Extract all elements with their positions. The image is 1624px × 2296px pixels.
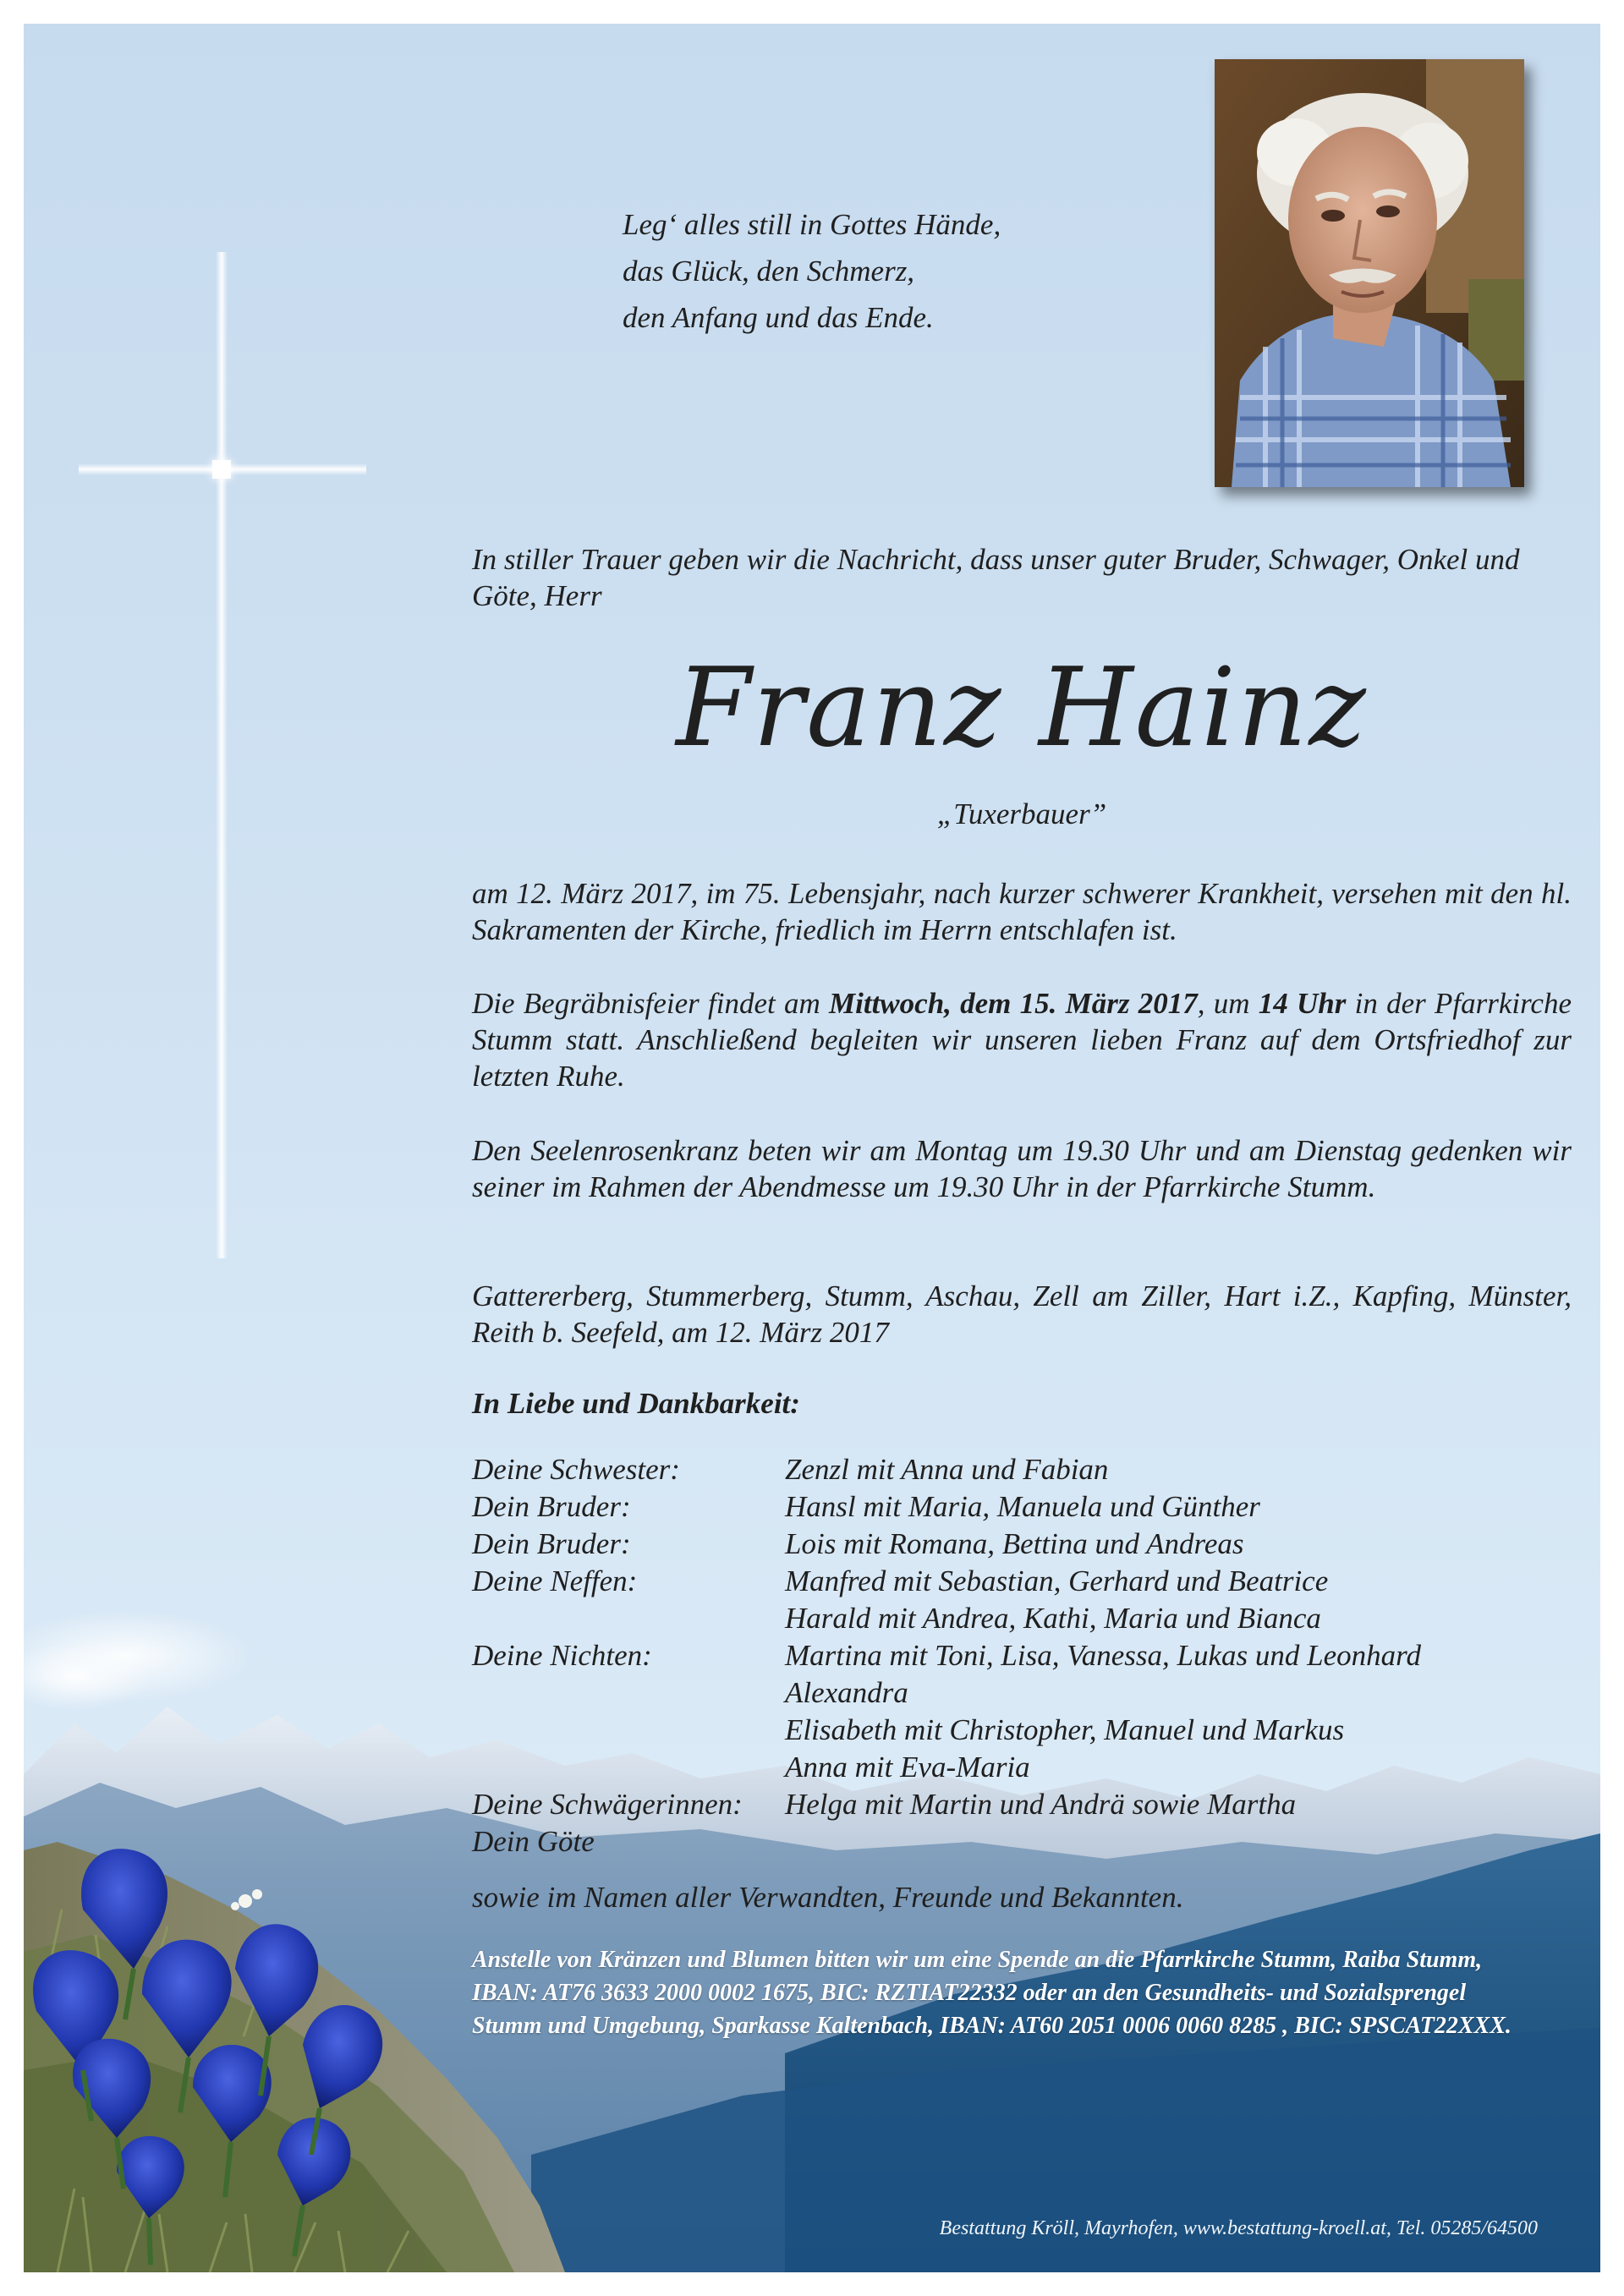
deceased-nickname: „Tuxerbauer”	[936, 797, 1107, 830]
rosary-info: Den Seelenrosenkranz beten wir am Montag um 19.30 Uhr und am Dienstag gedenken wir seiner im Rahmen der Abendmesse um 19.30 Uhr in der Pfarrkirche Stumm.	[472, 1134, 1572, 1203]
family-row	[472, 1712, 1421, 1749]
funeral-text: Die Begräbnisfeier findet am	[472, 987, 830, 1020]
family-row	[472, 1786, 1421, 1823]
verse-line: den Anfang und das Ende.	[623, 301, 934, 334]
family-relation: Deine Neffen:	[472, 1564, 638, 1597]
family-relation	[472, 1674, 785, 1712]
portrait-image	[1215, 59, 1524, 487]
family-relation: Dein Bruder:	[472, 1490, 631, 1523]
family-row	[472, 1488, 1421, 1526]
family-list	[472, 1451, 1421, 1860]
family-relation: Deine Nichten:	[472, 1639, 652, 1672]
verse-line: Leg‘ alles still in Gottes Hände,	[623, 208, 1001, 241]
memorial-verse	[623, 201, 1001, 341]
funeral-home-footer: Bestattung Kröll, Mayrhofen, www.bestattung-kroell.at, Tel. 05285/64500	[939, 2217, 1538, 2239]
family-relation	[472, 1600, 785, 1637]
obituary-card	[24, 24, 1600, 2272]
verse-line: das Glück, den Schmerz,	[623, 255, 915, 288]
family-relation: Deine Schwägerinnen:	[472, 1788, 743, 1821]
cross-icon	[79, 252, 366, 1258]
family-heading: In Liebe und Dankbarkeit:	[472, 1387, 800, 1420]
family-relation	[472, 1712, 785, 1749]
places-date: Gattererberg, Stummerberg, Stumm, Aschau, Zell am Ziller, Hart i.Z., Kapfing, Münster, Reith b. Seefeld, am 12. März 2017	[472, 1280, 1572, 1349]
family-names: Manfred mit Sebastian, Gerhard und Beatrice	[785, 1564, 1329, 1597]
family-names: Zenzl mit Anna und Fabian	[785, 1453, 1109, 1486]
funeral-time: 14 Uhr	[1258, 987, 1347, 1020]
family-row	[472, 1749, 1421, 1786]
family-names: Elisabeth mit Christopher, Manuel und Markus	[785, 1713, 1345, 1746]
family-names: Harald mit Andrea, Kathi, Maria und Bianca	[785, 1602, 1321, 1635]
family-names: Helga mit Martin und Andrä sowie Martha	[785, 1788, 1297, 1821]
family-row	[472, 1600, 1421, 1637]
family-row	[472, 1674, 1421, 1712]
funeral-date: Mittwoch, dem 15. März 2017	[829, 987, 1198, 1020]
death-notice: am 12. März 2017, im 75. Lebensjahr, nach kurzer schwerer Krankheit, versehen mit den hl. Sakramenten der Kirche, friedlich im Herrn entschlafen ist.	[472, 877, 1572, 946]
portrait-photo	[1215, 59, 1524, 487]
family-row	[472, 1526, 1421, 1563]
family-names: Anna mit Eva-Maria	[785, 1751, 1030, 1784]
family-relation	[472, 1749, 785, 1786]
family-relation: Deine Schwester:	[472, 1453, 680, 1486]
funeral-text: , um	[1197, 987, 1259, 1020]
intro-text: In stiller Trauer geben wir die Nachricht, dass unser guter Bruder, Schwager, Onkel und Göte, Herr	[472, 543, 1520, 612]
family-names: Martina mit Toni, Lisa, Vanessa, Lukas und Leonhard	[785, 1639, 1421, 1672]
deceased-name: Franz Hainz	[676, 645, 1368, 771]
family-names: Lois mit Romana, Bettina und Andreas	[785, 1527, 1244, 1560]
family-row	[472, 1563, 1421, 1600]
funeral-text: in der Pfarrkirche Stumm statt. Anschließend begleiten wir unseren lieben Franz auf dem Ortsfriedhof zur letzten Ruhe.	[472, 987, 1572, 1093]
family-names: Alexandra	[785, 1676, 908, 1709]
donation-note: Anstelle von Kränzen und Blumen bitten wir um eine Spende an die Pfarrkirche Stumm, Raiba Stumm, IBAN: AT76 3633 2000 0002 1675, BIC: RZTIAT22332 oder an den Gesundheits- und Sozialsprengel Stumm und Umgebung, Sparkasse Kaltenbach, IBAN: AT60 2051 0006 0060 8285 , BIC: SPSCAT22XXX.	[472, 1947, 1512, 2039]
family-relation: Dein Göte	[472, 1825, 595, 1858]
family-names: Hansl mit Maria, Manuela und Günther	[785, 1490, 1260, 1523]
family-row	[472, 1823, 1421, 1860]
family-relation: Dein Bruder:	[472, 1527, 631, 1560]
family-row	[472, 1637, 1421, 1674]
funeral-info	[472, 985, 1572, 1094]
closing-line: sowie im Namen aller Verwandten, Freunde und Bekannten.	[472, 1881, 1184, 1914]
family-row	[472, 1451, 1421, 1488]
